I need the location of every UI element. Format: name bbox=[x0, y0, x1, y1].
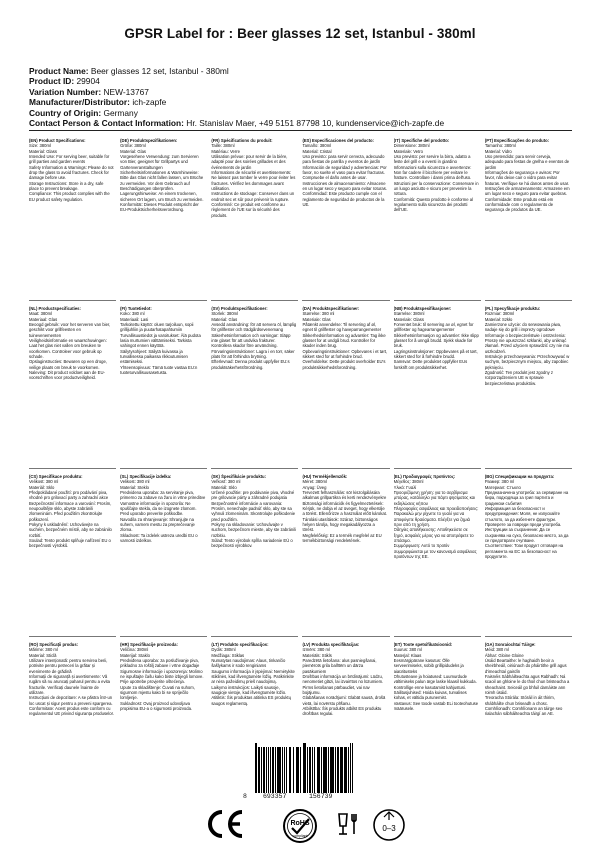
spec-section bbox=[394, 642, 481, 760]
recycle-0-3-icon bbox=[372, 808, 406, 842]
spec-line: Avsedd användning: för att servera öl, lämplig för grillfester och trädgårdsevenemang bbox=[211, 322, 298, 333]
spec-section bbox=[29, 138, 116, 301]
spec-line: Informații de siguranță și avertismente: Vă rugăm să nu aruncați paharul pentru a evita fracturile. Verificați daunele înainte de utilizare. bbox=[29, 674, 112, 696]
spec-line: Material: Vidro bbox=[484, 148, 512, 154]
spec-heading: (SL) Specifikacije izdelka: bbox=[120, 474, 172, 479]
spec-line: Material: Steklo bbox=[120, 484, 150, 490]
spec-line: Laikymo instrukcijos: Laikyti sausoje, saugioje vietoje, kad išvengtumėte lūžio. bbox=[211, 684, 287, 696]
spec-section bbox=[394, 138, 481, 301]
spec-heading: (FI) Tuotetiedot: bbox=[120, 306, 152, 311]
spec-heading: (PL) Specyfikacje produktu: bbox=[484, 306, 541, 311]
spec-line: Rozmiar: 380ml bbox=[484, 311, 515, 317]
info-value: Germany bbox=[103, 107, 138, 118]
spec-line: Soulad: Tento produkt splňuje nařízení EU o bezpečnosti výrobků. bbox=[29, 538, 113, 549]
spec-line: Conformitate: Acest produs este conform cu regulamentul UE privind siguranța produselor. bbox=[29, 706, 114, 717]
spec-line: Lagringsinstruksjoner: Oppbevares på et tørt, sikkert sted for å forhindre brudd. bbox=[393, 348, 479, 360]
spec-line: Tarkoitettu käyttö: oluen tarjoiluun, sopii grillijuhliin ja puutarhatapahtumiin bbox=[120, 322, 195, 333]
spec-line: Материал: Стъкло bbox=[484, 484, 521, 490]
spec-line: Safety Information & Warnings: Please do not drop the glass to avoid fractures. Check for damage before use. bbox=[29, 164, 115, 181]
spec-line: Méid: 380 ml bbox=[484, 647, 509, 653]
spec-line: Materjal: Klaas bbox=[393, 652, 422, 658]
spec-line: Numatytas naudojimas: Alaus, tinkančio šašlykams ir sodo renginiams bbox=[211, 658, 287, 669]
spec-line: Dydis: 380ml bbox=[211, 647, 236, 653]
spec-line: Skladnost: Ta izdelek ustreza uredbi EU o varnosti izdelkov. bbox=[120, 532, 199, 544]
spec-line: Påtænkt anvendelse: Til servering af øl, egnet til grillfester og haveparrangementer bbox=[302, 322, 382, 333]
barcode-bar bbox=[318, 747, 320, 793]
spec-line: Størrelse: 380 ml bbox=[302, 311, 335, 317]
rohs-sublabel: compliant bbox=[292, 834, 308, 838]
spec-line: Sikkerhedsinformation og advarsler: Tag ikke glasset for at undgå brud. Kontroller for skader inden brug. bbox=[302, 332, 387, 349]
barcode-bar bbox=[290, 747, 292, 793]
spec-line: Förvaringsinstruktioner: Lagra i en torr, säker plats för att förhindra brytning. bbox=[211, 348, 296, 360]
spec-section bbox=[29, 474, 116, 637]
barcode-bars bbox=[255, 745, 355, 793]
barcode-bar bbox=[321, 747, 322, 793]
barcode-bar bbox=[335, 747, 336, 793]
spec-line: Инструкции за съхранение: Да се съхранява на сухо, безопасно място, за да се предотврати счупване. bbox=[484, 527, 570, 544]
spec-line: Určené použitie: pre podávanie piva, vhodné pre grilovacie párty a záhradné podujatia bbox=[211, 490, 296, 501]
info-key: Country of Origin: bbox=[29, 107, 102, 118]
spec-line: Storlek: 380ml bbox=[211, 311, 239, 317]
spec-heading: (LV) Produkta specifikācijas: bbox=[302, 642, 360, 647]
barcode-bar bbox=[300, 747, 301, 793]
product-info bbox=[29, 66, 444, 128]
spec-heading: (LT) Produkto specifikacijos: bbox=[211, 642, 269, 647]
barcode-bar bbox=[348, 747, 349, 793]
spec-section bbox=[120, 474, 207, 637]
info-row-country bbox=[29, 108, 444, 118]
barcode-bar bbox=[314, 747, 315, 793]
spec-line: Storage Instructions: Store in a dry, safe place to prevent breakage. bbox=[29, 180, 105, 192]
spec-section bbox=[211, 474, 298, 637]
spec-line: Megfelelőség: Ez a termék megfelel az EU termékbiztonsági rendeletének. bbox=[302, 532, 383, 544]
spec-line: Μέγεθος: 380ml bbox=[393, 479, 424, 485]
spec-line: Matériau: Verre bbox=[211, 148, 240, 154]
spec-line: Materiāls: Stikls bbox=[302, 652, 332, 658]
spec-line: Zgodność: Ten produkt jest zgodny z rozporządzeniem UE w sprawie bezpieczeństwa produktów. bbox=[484, 370, 555, 386]
spec-line: Tárolási utasítások: Száraz, biztonságos helyen tárolja, hogy megakadályozza a törést. bbox=[302, 516, 379, 533]
spec-line: Naleving: Dit product voldoet aan de EU-voorschriften voor productveiligheid. bbox=[29, 370, 105, 381]
spec-line: Προοριζόμενη χρήση: για το σερβίρισμα μπύρας, κατάλληλο για πάρτι ψησίματος και εκδηλώσεις κήπου bbox=[393, 490, 477, 506]
spec-line: Forventet bruk: til servering av øl, egnet for grillfester og hagearrangementer bbox=[393, 322, 475, 333]
spec-line: Größe: 380ml bbox=[120, 143, 146, 149]
spec-line: Предназначена употреба: за сервиране на бира, подходяща за грил партита и градински събития bbox=[484, 490, 570, 506]
spec-line: Faisnéis Sábháilteachta agus Rabhadh: Ná scaoil an ghloine le do thoil chun bristeacha a sheachaint. Seiceáil go bhfuil damáiste ann roimh úsáid. bbox=[484, 674, 571, 696]
spec-heading: (BG) Спецификации на продукта: bbox=[484, 474, 555, 479]
info-value: ich-zapfe bbox=[132, 97, 167, 108]
spec-line: Zamierzone użycie: do serwowania piwa, nadaje się do grill i imprezy ogrodowe bbox=[484, 322, 563, 333]
spec-line: Conformidad: Este producto cumple con el reglamento de seguridad de productos de la UE. bbox=[302, 191, 386, 208]
spec-line: Velikost: 380 ml bbox=[29, 479, 59, 485]
spec-line: Materiale: Glas bbox=[302, 316, 331, 322]
barcode-bar bbox=[298, 747, 299, 793]
spec-heading: (ET) Toote spetsifikatsioonid: bbox=[393, 642, 453, 647]
spec-heading: (GA) Sonraíochtaí Táirge: bbox=[484, 642, 536, 647]
spec-line: Υλικό: Γυαλί bbox=[393, 484, 417, 490]
spec-section bbox=[485, 474, 572, 637]
spec-line: Medžiaga: Stiklas bbox=[211, 652, 245, 658]
barcode-bar bbox=[345, 747, 347, 793]
language-spec-grid bbox=[29, 138, 572, 760]
spec-line: Drošības informācija un brīdinājumi: Lūdzu, nenometiet glāzi, lai izvairītos no lūzumiem. Pirms lietošanas pārbaudiet, vai nav bojājumu. bbox=[302, 674, 385, 696]
barcode-bar bbox=[312, 747, 314, 793]
spec-line: Treoracha Stórála: Stóráil in áit thirim, shábháilte chun briseadh a chosc. bbox=[484, 695, 557, 706]
spec-line: Méret: 380ml bbox=[302, 479, 327, 485]
spec-line: Material: Glass bbox=[29, 148, 57, 154]
spec-line: Información de seguridad y advertencias: Por favor, no suelte el vaso para evitar fracturas. Compruebe el daño antes de usar. bbox=[302, 164, 388, 181]
spec-line: Tamaño: 380ml bbox=[302, 143, 332, 149]
barcode-digits-left: 693357 bbox=[263, 793, 287, 800]
spec-line: Veľkosť: 380 ml bbox=[211, 479, 241, 485]
barcode-bar bbox=[278, 747, 280, 793]
spec-line: Material: Glas bbox=[120, 148, 146, 154]
spec-line: Sicherheitsinformationen & Warnhinweise: Bitte das Glas nicht fallen lassen, um Brüche zu vermeiden. Vor dem Gebrauch auf Beschädigungen überprüfen. bbox=[120, 170, 205, 192]
spec-line: Materiaal: Glas bbox=[29, 316, 58, 322]
recycle-label: 0–3 bbox=[382, 824, 396, 833]
spec-line: Sigurnosne informacije i upozorenja: Molimo ne ispuštajte čašu kako biste izbjegli lomove. Prije upotrebe provjerite oštećenja. bbox=[120, 668, 205, 685]
spec-line: Съответствие: Този продукт отговаря на регламента на ЕС за безопасност на продуктите. bbox=[484, 543, 565, 560]
spec-line: Materiál: Sklo bbox=[29, 484, 55, 490]
spec-heading: (NL) Productspecificaties: bbox=[29, 306, 81, 311]
spec-line: Информация за безопасност и предупреждения: Моля, не изпускайте стъклото, за да избегнете фрактури. Проверете за повреди преди употреба. bbox=[484, 506, 562, 528]
spec-section bbox=[120, 642, 207, 760]
spec-line: Informações de segurança e avisos: Por favor, não deixe cair o vidro para evitar fraturas. Verifique se há danos antes de usar. bbox=[484, 170, 570, 186]
spec-line: Størrelse: 380ml bbox=[393, 311, 425, 317]
spec-heading: (PT) Especificações do produto: bbox=[484, 138, 550, 143]
spec-line: Istruzioni per la conservazione: Conservare in un luogo asciutto e sicuro per prevenire la rottura. bbox=[393, 180, 480, 197]
barcode-bar bbox=[332, 747, 334, 793]
spec-line: Overholdelse: Dette produkt overholder EU's produktsikkerhedsforordning. bbox=[302, 359, 387, 370]
spec-section bbox=[29, 306, 116, 469]
spec-heading: (HR) Specifikacije proizvoda: bbox=[120, 642, 178, 647]
spec-line: Saugumo informacija ir įspėjimai: Nemėtykite stiklinės, kad išvengtumėte lūžių. Patikrinkite ar nėra pažeidimų prieš naudojimą. bbox=[211, 668, 297, 685]
spec-line: Ábhar: Gloine Gloine bbox=[484, 652, 524, 658]
barcode-bar bbox=[293, 747, 295, 793]
spec-line: Uso pretendido: para servir cerveja, adequado para festas de grelha e eventos de jardim bbox=[484, 154, 571, 170]
spec-line: Informations de sécurité et avertissements: Ne laissez pas tomber le verre pour éviter les fractures. Vérifiez les dommages avant utilisation. bbox=[211, 170, 297, 192]
spec-section bbox=[302, 306, 389, 469]
spec-section bbox=[211, 306, 298, 469]
spec-line: Materiál: Sklo bbox=[211, 484, 237, 490]
spec-line: Koko: 380 ml bbox=[120, 311, 145, 317]
spec-heading: (RO) Specificații produs: bbox=[29, 642, 79, 647]
spec-line: Instructions de stockage: Conserver dans un endroit sec et sûr pour prévenir la rupture. bbox=[211, 191, 296, 202]
ce-mark-icon bbox=[205, 808, 245, 840]
info-row-product-name bbox=[29, 66, 444, 76]
spec-line: Dimensione: 380ml bbox=[393, 143, 430, 149]
info-value: 29904 bbox=[76, 76, 100, 87]
info-row-contact bbox=[29, 118, 444, 128]
spec-line: Úsáid Beartaithe: le haghaidh beoir a sheirbheáil, oiriúnach do pháirtithe grill agus d'imeachtaí gairdín bbox=[484, 658, 568, 674]
spec-line: Eesmärgipärane kasutus: Õlle serveerimiseks, sobib grillipidudeks ja aiaüritusteks bbox=[393, 658, 465, 674]
barcode-bar bbox=[286, 747, 287, 793]
spec-line: Glabāšanas norādījumi: Glabāt sausā, drošā vietā, lai novērstu plīšanu. bbox=[302, 695, 387, 706]
barcode-bar bbox=[352, 743, 354, 793]
spec-line: Paredzētā lietošana: alus pasniegšanai, piemērots grila ballītēm un dārza pasākumiem bbox=[302, 658, 378, 674]
info-value: Beer glasses 12 set, Istanbul - 380ml bbox=[90, 66, 229, 76]
spec-line: Tamanho: 380ml bbox=[484, 143, 516, 149]
ean-barcode bbox=[243, 745, 357, 801]
spec-line: Veličina: 380ml bbox=[120, 647, 149, 653]
spec-line: Vastavus: See toode vastab ELi tooteohutuse määrusele. bbox=[393, 700, 480, 712]
spec-line: Lagerungshinweise: An einem trockenen, sicheren Ort lagern, um Bruch zu vermeiden. bbox=[120, 191, 204, 202]
rohs-compliant-icon bbox=[282, 808, 318, 844]
info-key: Contact Person & Contact Information: bbox=[29, 118, 184, 129]
spec-line: Size: 380ml bbox=[29, 143, 51, 149]
spec-line: Mărime: 380 ml bbox=[29, 647, 58, 653]
spec-heading: (DE) Produktspezifikationen: bbox=[120, 138, 178, 143]
spec-line: Předpokládané použití: pro podávání piva, vhodné pro grilovací party a zahradní akce bbox=[29, 490, 109, 501]
spec-heading: (EN) Product Specifications: bbox=[29, 138, 86, 143]
barcode-bar bbox=[284, 747, 286, 793]
barcode-bar bbox=[338, 747, 339, 793]
info-row-product-id bbox=[29, 76, 444, 86]
barcode-bar bbox=[270, 747, 272, 793]
spec-line: Informacje o bezpieczeństwie i ostrzeżenia: Proszę nie upuszczać szklanki, aby uniknąć złamań. Przed użyciem sprawdzić czy nie ma uszkodzeń. bbox=[484, 332, 571, 354]
barcode-bar bbox=[328, 747, 329, 793]
spec-line: Materijal: Staklo bbox=[120, 652, 150, 658]
spec-line: Ohutusteave ja hoiatused: Luumurdude vältimiseks palun ärge laske klaasil kukkuda. Kontrollige enne kasutamist kahjustusi. bbox=[393, 674, 478, 690]
spec-line: Maat: 380ml bbox=[29, 311, 53, 317]
header-divider bbox=[29, 130, 572, 131]
spec-line: Säkerhetsinformation och varningar: Släpp inte glaset för att undvika frakturer. Kontrollera skador före användning. bbox=[211, 332, 292, 349]
spec-line: Efterlevnad: Denna produkt uppfyller EU:s produktsäkerhetsförordning. bbox=[211, 359, 291, 370]
spec-section bbox=[394, 474, 481, 637]
spec-line: Conformità: Questo prodotto è conforme al regolamento sulla sicurezza dei prodotti dell'UE. bbox=[393, 196, 475, 213]
spec-line: Samsvar: Dette produktet oppfyller EUs forskrift om produktsikkerhet. bbox=[393, 359, 469, 370]
rohs-label: RoHS bbox=[290, 820, 310, 827]
spec-line: Compliance: This product complies with the EU product safety regulation. bbox=[29, 191, 111, 202]
spec-line: Размер: 380 ml bbox=[484, 479, 515, 485]
spec-line: Pokyny k uskladnění: Uchovávejte na suchém, bezpečném místě, aby se zabránilo rozbití. bbox=[29, 522, 114, 538]
spec-heading: (SV) Produktspecifikationer: bbox=[211, 306, 268, 311]
spec-heading: (SK) Špecifikácie produktu: bbox=[211, 474, 267, 479]
spec-line: Säilytysohjeet: Säilytä kuivassa ja turvallisessa paikassa rikkoutumisen estämiseksi. bbox=[120, 348, 190, 365]
page-title: GPSR Label for : Beer glasses 12 set, Istanbul - 380ml bbox=[124, 26, 476, 41]
spec-section bbox=[211, 138, 298, 301]
spec-line: Utilizare intenționată: pentru servirea berii, potrivite pentru petreceri la grătar și evenimente de grădină bbox=[29, 658, 109, 674]
spec-line: Varnostne informacije in opozorila: Ne spuščajte stekla, da se izognete zlomom. Pred uporabo preverite poškodbe. bbox=[120, 500, 198, 517]
barcode-digit-first: 8 bbox=[243, 793, 247, 800]
spec-line: Συμμόρφωση: Αυτό το προϊόν συμμορφώνεται με τον κανονισμό ασφάλειας προϊόντων της ΕΕ. bbox=[393, 543, 478, 560]
spec-line: Material: Glas bbox=[211, 316, 238, 322]
spec-line: Upute za skladištenje: Čuvati na suhom, sigurnom mjestu kako bi se spriječilo lomljenje. bbox=[120, 684, 197, 701]
spec-heading: (FR) Spécifications du produit: bbox=[211, 138, 273, 143]
spec-line: Beoogd gebruik: voor het serveren van bier, geschikt voor grillfeesten en tuinevenementen bbox=[29, 322, 112, 338]
spec-line: Materiale: Glass bbox=[393, 316, 424, 322]
info-row-variation-number bbox=[29, 87, 444, 97]
spec-line: Material: Cristal bbox=[302, 148, 332, 154]
spec-line: Materiale: Vetro bbox=[393, 148, 423, 154]
spec-heading: (EL) Προδιαγραφές προϊόντος: bbox=[393, 474, 456, 479]
spec-heading: (CS) Specifikace produktu: bbox=[29, 474, 83, 479]
spec-line: Atitiktis: Šis produktas atitinka ES produktų saugos reglamentą. bbox=[211, 695, 293, 706]
barcode-bar bbox=[266, 747, 267, 793]
spec-line: Sikkerhetsinformasjon og advarsler: Ikke slipp glasset for å unngå brudd. Sjekk skade før bruk. bbox=[393, 332, 481, 349]
info-key: Product ID: bbox=[29, 76, 75, 87]
spec-section bbox=[120, 306, 207, 469]
spec-line: Bezpečnostné informácie a varovania: Prosím, nenechajte padnúť sklo, aby ste sa vyhnuli zlomeninám. Skontrolujte poškodenie pred použitím. bbox=[211, 500, 297, 522]
spec-line: Materiał: Szkło bbox=[484, 316, 513, 322]
spec-line: Suurus: 380 ml bbox=[393, 647, 422, 653]
info-key: Product Name: bbox=[29, 66, 89, 76]
spec-line: Sukladnost: Ovaj proizvod udovoljava propisima EU-a o sigurnosti proizvoda. bbox=[120, 700, 193, 712]
spec-line: Yhteensopivuus: Tämä tuote vastaa EU:n tuoteturvallisuusasetusta. bbox=[120, 364, 199, 376]
spec-line: Informazioni sulla sicurezza e avvertenze: Non far cadere il bicchiere per evitare le fratture. Controllare i danni prima dell'uso. bbox=[393, 164, 473, 181]
spec-heading: (IT) Specifiche del prodotto: bbox=[393, 138, 450, 143]
spec-line: Izmērs: 380 ml bbox=[302, 647, 330, 653]
spec-line: Instruções de armazenamento: Armazene em um lugar seco e seguro para evitar quebras. bbox=[484, 186, 571, 197]
barcode-bar bbox=[307, 747, 308, 793]
spec-line: Instrucciones de almacenamiento: Almacene en un lugar seco y seguro para evitar roturas. bbox=[302, 180, 387, 192]
barcode-bar bbox=[304, 743, 306, 793]
spec-line: Tervezett felhasználás: sör kiszolgálására alkalmas grillpartikra és kerti rendezvényekre bbox=[302, 490, 387, 501]
info-value: NEW-13767 bbox=[103, 86, 149, 97]
spec-line: Atbilstība: Šis produkts atbilst ES produktu drošības regulai. bbox=[302, 706, 383, 717]
barcode-bar bbox=[258, 747, 260, 793]
spec-heading: (NB) Produktspesifikasjoner: bbox=[393, 306, 452, 311]
spec-section bbox=[29, 642, 116, 760]
spec-line: Opslaginstructies: Bewaren op een droge, veilige plaats om breuk te voorkomen. bbox=[29, 359, 109, 370]
spec-line: Konformität: Dieses Produkt entspricht der EU-Produktsicherheitsverordnung. bbox=[120, 202, 200, 213]
spec-line: Material: Sticlă bbox=[29, 652, 57, 658]
spec-line: Velikost: 380 ml bbox=[120, 479, 150, 485]
spec-line: Materiaali: Lasi bbox=[120, 316, 149, 322]
compliance-icons bbox=[0, 808, 600, 844]
spec-line: Instrukcje przechowywania: Przechowywać w suchym, bezpiecznym miejscu, aby zapobiec pęknięciu. bbox=[484, 354, 571, 370]
spec-section bbox=[485, 642, 572, 760]
spec-line: Conformité: Ce produit est conforme au règlement de l'UE sur la sécurité des produits. bbox=[211, 202, 286, 218]
barcode-bar bbox=[256, 743, 257, 793]
spec-line: Taille: 380ml bbox=[211, 143, 235, 149]
spec-line: Instrucțiuni de depozitare: A se păstra într-un loc uscat și sigur pentru a preveni spargerea. bbox=[29, 695, 114, 706]
spec-heading: (DA) Produktspecifikationer: bbox=[302, 306, 360, 311]
info-key: Manufacturer/Distributor: bbox=[29, 97, 130, 108]
spec-line: Uso previsto: para servir cerveza, adecuado para fiestas de parrilla y eventos de jardín bbox=[302, 154, 386, 165]
spec-line: Pokyny na skladovanie: Uchovávajte v suchom, bezpečnom mieste, aby ste zabránili rozbitiu. bbox=[211, 522, 298, 538]
barcode-bar bbox=[277, 747, 278, 793]
spec-section bbox=[302, 138, 389, 301]
glass-fork-food-safe-icon bbox=[333, 808, 365, 840]
spec-line: Predvidena uporaba: za serviranje piva, primerno za zabave na žaru in vrtne prireditve bbox=[120, 490, 206, 501]
spec-line: Uso previsto: per servire la birra, adatto a feste del grill e a eventi in giardino bbox=[393, 154, 472, 165]
spec-line: Utilisation prévue: pour servir de la bière, adapté pour des soirées grillades et des événements de jardin bbox=[211, 154, 289, 170]
spec-section bbox=[394, 306, 481, 469]
spec-line: Anyag: Üveg bbox=[302, 484, 327, 490]
barcode-bar bbox=[324, 747, 326, 793]
spec-line: Conformidade: Este produto está em conformidade com o regulamento de segurança de produtos da UE. bbox=[484, 196, 555, 213]
spec-line: Intended Use: For serving beer, suitable for grill parties and garden events bbox=[29, 154, 111, 165]
spec-line: Opbevaringsinstruktioner: Opbevares i et tørt, sikkert sted for at forhindre brud. bbox=[302, 348, 389, 360]
spec-section bbox=[302, 642, 389, 760]
spec-line: Súlad: Tento výrobok spĺňa nariadenie EÚ o bezpečnosti výrobkov. bbox=[211, 538, 294, 549]
barcode-bar bbox=[272, 747, 274, 793]
spec-section bbox=[485, 138, 572, 301]
barcode-digits-right: 156739 bbox=[309, 793, 333, 800]
spec-line: Οδηγίες αποθήκευσης: Αποθηκεύστε σε ξηρό, ασφαλές μέρος για να αποτρέψετε το σπάσιμο. bbox=[393, 527, 475, 544]
spec-line: Predviđena uporaba: za posluživanje piva, prikladno za roštilj zabave i vrtne događaje bbox=[120, 658, 201, 669]
spec-heading: (HU) Termékjellemzők: bbox=[302, 474, 348, 479]
info-key: Variation Number: bbox=[29, 86, 102, 97]
spec-line: Biztonsági információk és figyelmeztetések: Kérjük, ne dobja el az üveget, hogy elkerülje a törést. Ellenőrizze a használat előtt károkat. bbox=[302, 500, 387, 517]
barcode-bar bbox=[340, 747, 342, 793]
spec-section bbox=[485, 306, 572, 469]
spec-line: Säilitusjuhised: Hoida kuivas, turvalises kohas, et vältida purunemist. bbox=[393, 690, 468, 701]
info-row-manufacturer bbox=[29, 97, 444, 107]
spec-line: Vorgesehene Verwendung: zum Servieren von Bier, geeignet für Grillpartys und Gartenveranstaltungen bbox=[120, 154, 200, 170]
spec-line: Turvallisuustiedot ja varoitukset: Älä pudota lasia murtumien välttämiseksi. Tarkista vahingot ennen käyttöä. bbox=[120, 332, 202, 349]
spec-line: Navodila za shranjevanje: Shranjujte na suhem, varnem mestu za preprečevanje zloma. bbox=[120, 516, 197, 533]
spec-line: Πληροφορίες ασφάλειας και προειδοποιήσεις: Παρακαλώ μην ρίχνετε το γυαλί για να αποφύγετε θραύσματα. Ελέγξτε για ζημιά πριν από τη χρήση. bbox=[393, 506, 480, 528]
info-value: Hr. Stanislav Maer, +49 5151 87798 10, kundenservice@ich-zapfe.de bbox=[186, 118, 445, 129]
spec-line: Bezpečnostní informace a varování: Prosím, neupouštějte sklo, abyste zabránili zlomeninám. Před použitím zkontrolujte poškození. bbox=[29, 500, 113, 522]
spec-heading: (ES) Especificaciones del producto: bbox=[302, 138, 374, 143]
spec-line: Veiligheidsinformatie en waarschuwingen: Laat het glas niet vallen om breuken te voorkomen. Controleer voor gebruik op schade. bbox=[29, 338, 108, 360]
spec-line: Comhlíonadh: Comhlíonann an táirge seo rialachán sábháilteachta táirgí an AE. bbox=[484, 706, 564, 717]
spec-section bbox=[120, 138, 207, 301]
spec-section bbox=[302, 474, 389, 637]
barcode-bar bbox=[263, 747, 265, 793]
